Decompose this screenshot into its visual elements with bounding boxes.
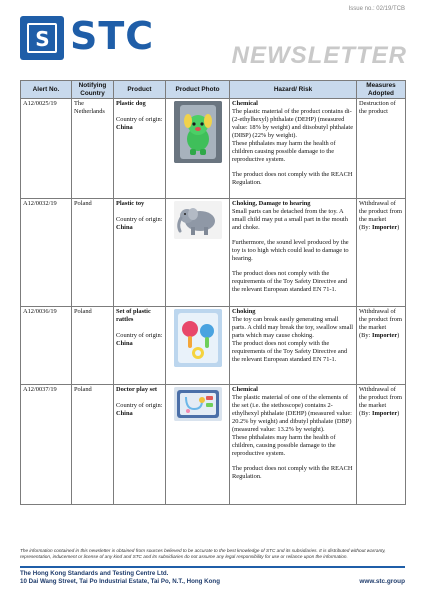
hazard-cell <box>230 307 357 385</box>
hazard-description: The toy can break easily generating small parts. A child may break the toy, swallow small parts which may cause choking. <box>232 316 353 339</box>
photo-cell <box>166 199 230 307</box>
footer-divider <box>20 566 405 568</box>
product-cell <box>114 385 166 505</box>
hazard-type: Chemical <box>232 386 258 393</box>
hazard-cell <box>230 199 357 307</box>
measures-cell <box>357 199 406 307</box>
measures-cell <box>357 385 406 505</box>
hazard-description: Small parts can be detached from the toy. A small child may put a small part in the mouth and choke. <box>232 208 348 231</box>
origin-label: Country of origin: <box>116 116 163 123</box>
country-cell: Poland <box>72 199 114 307</box>
company-address: 10 Dai Wang Street, Tai Po Industrial Estate, Tai Po, N.T., Hong Kong <box>20 578 220 586</box>
measures-by: (By: Importer) <box>359 410 400 417</box>
measures-by: (By: Importer) <box>359 332 400 339</box>
product-name: Set of plastic rattles <box>116 308 151 323</box>
table-header-row <box>21 81 406 99</box>
issue-number: Issue no.: 02/19/TCB <box>348 6 405 12</box>
hazard-compliance: The product does not comply with the requirements of the Toy Safety Directive and the relevant European standard EN 71-1. <box>232 270 348 293</box>
brand-name: STC <box>70 14 155 58</box>
disclaimer-text: The information contained in this newsletter is obtained from sources believed to be accurate to the best knowledge of STC and its subsidiaries. It is distributed without warranty, representation, inducement or license of any kind and STC and its subsidiaries do not assume any legal responsibility for use or reliance upon the information. <box>20 548 386 559</box>
photo-cell <box>166 385 230 505</box>
product-cell <box>114 307 166 385</box>
col-header-alert-no: Alert No. <box>21 81 72 99</box>
hazard-description: The plastic material of the product contains di-(2-ethylhexyl) phthalate (DEHP) (measured value: 18% by weight) and diisobutyl phthalate (DIBP) (22% by weight). <box>232 108 354 139</box>
website-link[interactable]: www.stc.group <box>359 578 405 585</box>
measures-text: Withdrawal of the product from the market <box>359 308 402 331</box>
hazard-type: Chemical <box>232 100 258 107</box>
country-cell: Poland <box>72 385 114 505</box>
table-row <box>21 385 406 505</box>
hazard-description: The plastic material of one of the elements of the set (i.e. the stethoscope) contains 2-ethylhexyl phthalate (DEHP) (measured value: 20.2% by weight) and dibutyl phthalate (DBP) (measured value: 13.2% by weight). <box>232 394 352 433</box>
table-row <box>21 199 406 307</box>
alert-no-cell: A12/0037/19 <box>21 385 72 505</box>
alerts-table <box>20 80 406 505</box>
col-header-measures-adopted: Measures Adopted <box>357 81 406 99</box>
hazard-cell <box>230 385 357 505</box>
product-name: Doctor play set <box>116 386 158 393</box>
measures-text: Withdrawal of the product from the market <box>359 200 402 223</box>
plastic-elephant-photo-icon <box>174 201 222 239</box>
footer-company-block <box>20 570 220 587</box>
hazard-description: Furthermore, the sound level produced by the toy is too high which could lead to damage to hearing. <box>232 239 349 262</box>
hazard-description: These phthalates may harm the health of children, causing possible damage to the reproductive system. <box>232 434 336 457</box>
hazard-type: Choking <box>232 308 256 315</box>
col-header-product: Product <box>114 81 166 99</box>
origin-label: Country of origin: <box>116 216 163 223</box>
hazard-compliance: The product does not comply with the REACH Regulation. <box>232 465 353 480</box>
measures-text: Withdrawal of the product from the market <box>359 386 402 409</box>
photo-cell <box>166 99 230 199</box>
plastic-dog-photo-icon <box>174 101 222 163</box>
col-header-product-photo: Product Photo <box>166 81 230 99</box>
origin-label: Country of origin: <box>116 402 163 409</box>
hazard-type: Choking, Damage to hearing <box>232 200 311 207</box>
measures-text: Destruction of the product <box>359 100 396 115</box>
country-cell: Poland <box>72 307 114 385</box>
hazard-compliance: The product does not comply with the requirements of the Toy Safety Directive and the relevant European standard EN 71-1. <box>232 340 348 363</box>
col-header-hazard-risk: Hazard/ Risk <box>230 81 357 99</box>
hazard-compliance: The product does not comply with the REACH Regulation. <box>232 171 353 186</box>
newsletter-title: NEWSLETTER <box>231 42 407 69</box>
origin-country: China <box>116 124 133 131</box>
stc-logo-icon: S <box>20 16 64 60</box>
measures-by: (By: Importer) <box>359 224 400 231</box>
rattle-set-photo-icon <box>174 309 222 367</box>
table-row <box>21 307 406 385</box>
origin-country: China <box>116 224 133 231</box>
hazard-description: These phthalates may harm the health of children causing possible damage to the reproductive system. <box>232 140 336 163</box>
product-cell <box>114 199 166 307</box>
table-row <box>21 99 406 199</box>
product-cell <box>114 99 166 199</box>
product-name: Plastic toy <box>116 200 145 207</box>
col-header-notifying-country: Notifying Country <box>72 81 114 99</box>
origin-country: China <box>116 410 133 417</box>
photo-cell <box>166 307 230 385</box>
measures-cell <box>357 99 406 199</box>
product-name: Plastic dog <box>116 100 146 107</box>
country-cell: The Netherlands <box>72 99 114 199</box>
alert-no-cell: A12/0032/19 <box>21 199 72 307</box>
measures-cell <box>357 307 406 385</box>
alert-no-cell: A12/0025/19 <box>21 99 72 199</box>
doctor-set-photo-icon <box>174 387 222 421</box>
origin-country: China <box>116 340 133 347</box>
company-name: The Hong Kong Standards and Testing Centre Ltd. <box>20 570 169 577</box>
alert-no-cell: A12/0036/19 <box>21 307 72 385</box>
newsletter-header <box>0 0 425 78</box>
origin-label: Country of origin: <box>116 332 163 339</box>
hazard-cell <box>230 99 357 199</box>
